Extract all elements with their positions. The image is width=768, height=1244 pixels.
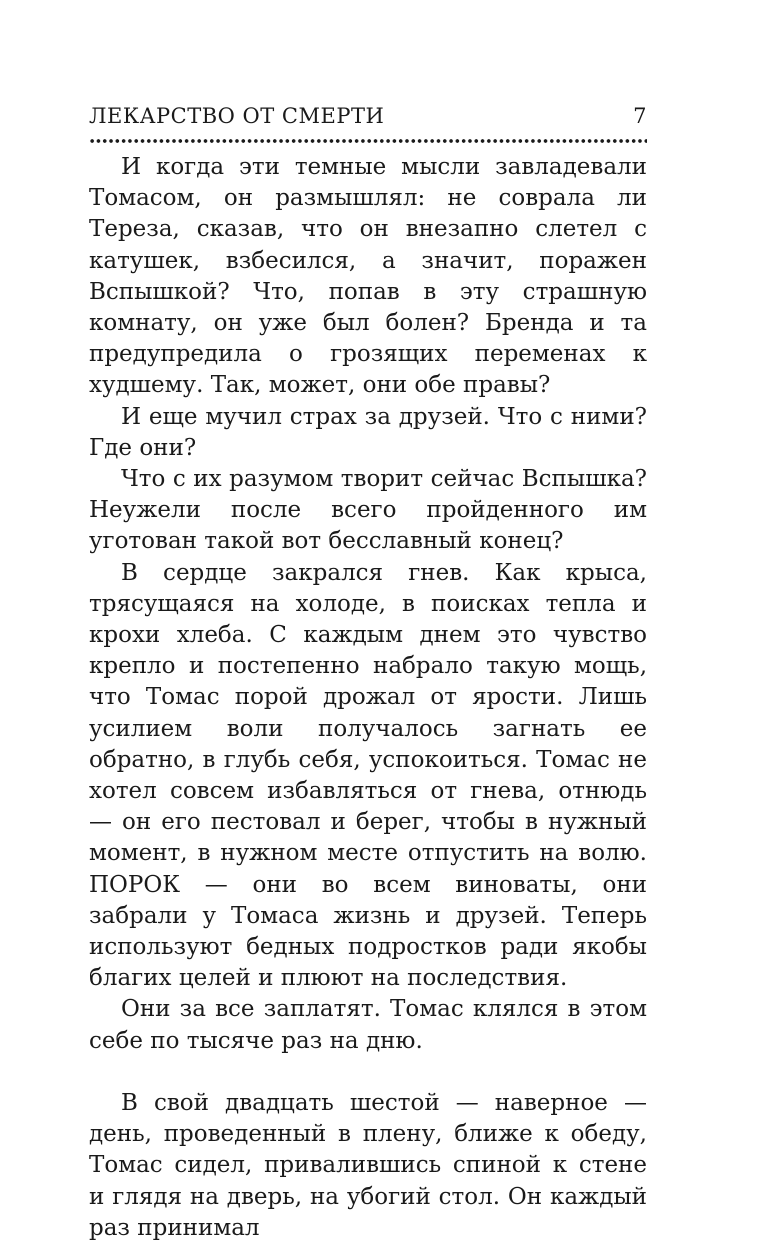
book-page [89,104,647,1244]
paragraph: В сердце закрался гнев. Как крыса, трясущаяся на холоде, в поисках тепла и крохи хлеба. С каждым днем это чувство крепло и постепенно набрало такую мощь, что Томас порой дрожал от ярости. Лишь усилием воли получалось загнать ее обратно, в глубь себя, успокоиться. Томас не хотел совсем избавляться от гнева, отнюдь — он его пестовал и берег, чтобы в нужный момент, в нужном месте отпустить на волю. ПОРОК — они во всем виноваты, они забрали у Томаса жизнь и друзей. Теперь используют бедных подростков ради якобы благих целей и плюют на последствия. [89,559,647,992]
body-text [89,152,647,1244]
running-head [89,104,647,134]
paragraph: Что с их разумом творит сейчас Вспышка? Неужели после всего пройденного им уготован такой вот бесславный конец? [89,466,647,555]
book-title: ЛЕКАРСТВО ОТ СМЕРТИ [89,104,385,128]
paragraph: В свой двадцать шестой — наверное — день, проведенный в плену, ближе к обеду, Томас сидел, привалившись спиной к стене и глядя на дверь, на убогий стол. Он каждый раз принимал [89,1089,647,1241]
section-break [89,1057,647,1088]
page-number: 7 [633,104,647,128]
paragraph: И когда эти темные мысли завладевали Томасом, он размышлял: не соврала ли Тереза, сказав, что он внезапно слетел с катушек, взбесился, а значит, поражен Вспышкой? Что, попав в эту страшную комнату, он уже был болен? Бренда и та предупредила о грозящих переменах к худшему. Так, может, они обе правы? [89,154,647,399]
paragraph: И еще мучил страх за друзей. Что с ними? Где они? [89,403,647,461]
dotted-rule [89,138,647,144]
paragraph: Они за все заплатят. Томас клялся в этом себе по тысяче раз на дню. [89,996,647,1054]
